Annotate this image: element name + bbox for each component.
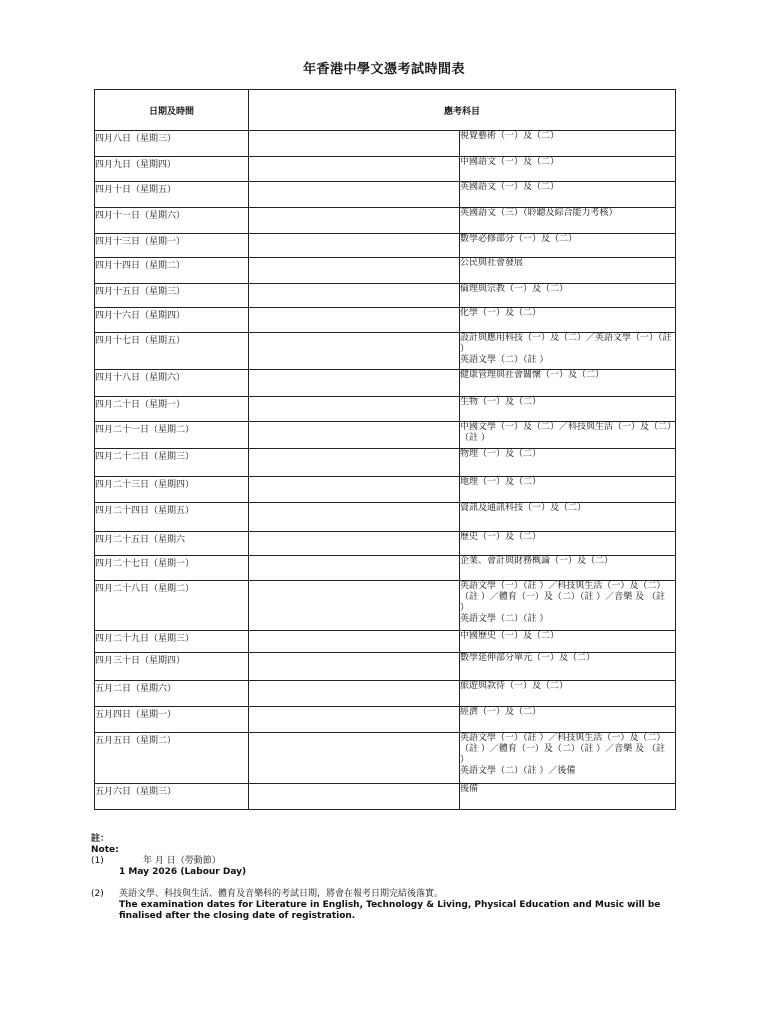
table-row bbox=[95, 556, 676, 581]
row-blank-cell bbox=[249, 234, 460, 258]
row-blank-cell bbox=[249, 784, 460, 810]
table-row bbox=[95, 581, 676, 631]
row-subject: 英國語文（一）及（二） bbox=[460, 182, 676, 208]
row-date: 四月十四日（星期二） bbox=[95, 258, 249, 284]
row-date: 四月二十七日（星期一） bbox=[95, 556, 249, 581]
row-subject: 經濟（一）及（二） bbox=[460, 707, 676, 733]
notes-section bbox=[91, 834, 691, 922]
table-row bbox=[95, 370, 676, 397]
row-date: 四月八日（星期三） bbox=[95, 131, 249, 157]
row-blank-cell bbox=[249, 532, 460, 556]
row-blank-cell bbox=[249, 653, 460, 681]
page-title: 年香港中學文憑考試時間表 bbox=[302, 62, 465, 77]
row-subject: 設計與應用科技（一）及（二）／英語文學（一）（註 ） 英語文學（二）（註 ） bbox=[460, 333, 676, 370]
row-blank-cell bbox=[249, 707, 460, 733]
row-subject: 中國語文（一）及（二） bbox=[460, 157, 676, 182]
row-blank-cell bbox=[249, 581, 460, 631]
row-date: 四月十五日（星期三） bbox=[95, 284, 249, 308]
row-blank-cell bbox=[249, 258, 460, 284]
row-date: 四月十一日（星期六） bbox=[95, 208, 249, 234]
row-date: 五月二日（星期六） bbox=[95, 681, 249, 707]
row-date: 四月二十八日（星期二） bbox=[95, 581, 249, 631]
row-date: 四月二十九日（星期三） bbox=[95, 631, 249, 653]
table-row bbox=[95, 449, 676, 477]
row-blank-cell bbox=[249, 449, 460, 477]
row-date: 四月二十一日（星期二） bbox=[95, 422, 249, 449]
row-blank-cell bbox=[249, 308, 460, 333]
table-row bbox=[95, 681, 676, 707]
exam-timetable bbox=[94, 89, 676, 810]
row-subject: 企業、會計與財務概論（一）及（二） bbox=[460, 556, 676, 581]
row-date: 四月十七日（星期五） bbox=[95, 333, 249, 370]
table-row bbox=[95, 308, 676, 333]
row-date: 四月三十日（星期四） bbox=[95, 653, 249, 681]
row-blank-cell bbox=[249, 157, 460, 182]
table-row bbox=[95, 182, 676, 208]
note-text-zh: 年 月 日（勞動節） bbox=[143, 856, 221, 866]
notes-label-en: Note: bbox=[91, 845, 119, 855]
row-blank-cell bbox=[249, 333, 460, 370]
row-subject: 旅遊與款待（一）及（二） bbox=[460, 681, 676, 707]
row-date: 四月十八日（星期六） bbox=[95, 370, 249, 397]
row-blank-cell bbox=[249, 370, 460, 397]
row-blank-cell bbox=[249, 733, 460, 784]
table-row bbox=[95, 422, 676, 449]
table-row bbox=[95, 653, 676, 681]
row-subject: 地理（一）及（二） bbox=[460, 477, 676, 503]
note-number: (1) bbox=[91, 856, 104, 866]
row-date: 四月十日（星期五） bbox=[95, 182, 249, 208]
header-subject: 應考科目 bbox=[249, 90, 676, 131]
row-subject: 後備 bbox=[460, 784, 676, 810]
note-text-zh: 英語文學、科技與生活、體育及音樂科的考試日期，將會在報考日期完結後落實。 bbox=[119, 889, 444, 899]
row-subject: 倫理與宗教（一）及（二） bbox=[460, 284, 676, 308]
table-row bbox=[95, 234, 676, 258]
table-row bbox=[95, 631, 676, 653]
table-row bbox=[95, 284, 676, 308]
row-blank-cell bbox=[249, 556, 460, 581]
row-date: 四月二十五日（星期六 bbox=[95, 532, 249, 556]
row-blank-cell bbox=[249, 477, 460, 503]
note-text-en: 1 May 2026 (Labour Day) bbox=[119, 867, 247, 877]
table-row bbox=[95, 477, 676, 503]
table-header-row bbox=[95, 90, 676, 131]
row-subject: 中國文學（一）及（二）／科技與生活（一）及（二）（註 ） bbox=[460, 422, 676, 449]
row-blank-cell bbox=[249, 397, 460, 422]
row-subject: 英語文學（一）（註 ）／科技與生活（一）及（二）（註 ）／體育（一）及（二）（註 ）／音樂 及 （註 ） 英語文學（二）（註 ）／後備 bbox=[460, 733, 676, 784]
table-row bbox=[95, 503, 676, 532]
row-date: 四月二十二日（星期三） bbox=[95, 449, 249, 477]
row-subject: 數學必修部分（一）及（二） bbox=[460, 234, 676, 258]
table-row bbox=[95, 131, 676, 157]
row-blank-cell bbox=[249, 284, 460, 308]
header-date: 日期及時間 bbox=[95, 90, 249, 131]
row-subject: 生物（一）及（二） bbox=[460, 397, 676, 422]
row-blank-cell bbox=[249, 681, 460, 707]
row-date: 五月四日（星期一） bbox=[95, 707, 249, 733]
note-text-en: The examination dates for Literature in English, Technology & Living, Physical Education and Music will be finalised after the closing date of registration. bbox=[119, 900, 661, 921]
row-subject: 數學延伸部分單元（一）及（二） bbox=[460, 653, 676, 681]
row-subject: 資訊及通訊科技（一）及（二） bbox=[460, 503, 676, 532]
row-subject: 健康管理與社會關懷（一）及（二） bbox=[460, 370, 676, 397]
table-row bbox=[95, 784, 676, 810]
row-subject: 視覺藝術（一）及（二） bbox=[460, 131, 676, 157]
row-date: 四月九日（星期四） bbox=[95, 157, 249, 182]
row-date: 五月五日（星期二） bbox=[95, 733, 249, 784]
table-row bbox=[95, 733, 676, 784]
row-subject: 物理（一）及（二） bbox=[460, 449, 676, 477]
table-row bbox=[95, 707, 676, 733]
notes-label-zh: 註： bbox=[91, 834, 110, 844]
row-date: 五月六日（星期三） bbox=[95, 784, 249, 810]
table-row bbox=[95, 532, 676, 556]
table-row bbox=[95, 258, 676, 284]
row-subject: 歷史（一）及（二） bbox=[460, 532, 676, 556]
table-row bbox=[95, 333, 676, 370]
row-blank-cell bbox=[249, 503, 460, 532]
row-blank-cell bbox=[249, 131, 460, 157]
note-number: (2) bbox=[91, 889, 104, 899]
row-subject: 中國歷史（一）及（二） bbox=[460, 631, 676, 653]
row-subject: 化學（一）及（二） bbox=[460, 308, 676, 333]
row-date: 四月二十四日（星期五） bbox=[95, 503, 249, 532]
row-blank-cell bbox=[249, 422, 460, 449]
note-item bbox=[91, 889, 691, 922]
row-subject: 英語文學（一）（註 ）／科技與生活（一）及（二）（註 ）／體育（一）及（二）（註 ）／音樂 及 （註 ） 英語文學（二）（註 ） bbox=[460, 581, 676, 631]
row-subject: 公民與社會發展 bbox=[460, 258, 676, 284]
row-date: 四月十三日（星期一） bbox=[95, 234, 249, 258]
table-row bbox=[95, 397, 676, 422]
row-blank-cell bbox=[249, 208, 460, 234]
row-subject: 英國語文（三）（聆聽及綜合能力考核） bbox=[460, 208, 676, 234]
row-blank-cell bbox=[249, 631, 460, 653]
row-blank-cell bbox=[249, 182, 460, 208]
row-date: 四月二十三日（星期四） bbox=[95, 477, 249, 503]
table-row bbox=[95, 157, 676, 182]
table-row bbox=[95, 208, 676, 234]
row-date: 四月十六日（星期四） bbox=[95, 308, 249, 333]
note-item bbox=[91, 856, 691, 878]
row-date: 四月二十日（星期一） bbox=[95, 397, 249, 422]
